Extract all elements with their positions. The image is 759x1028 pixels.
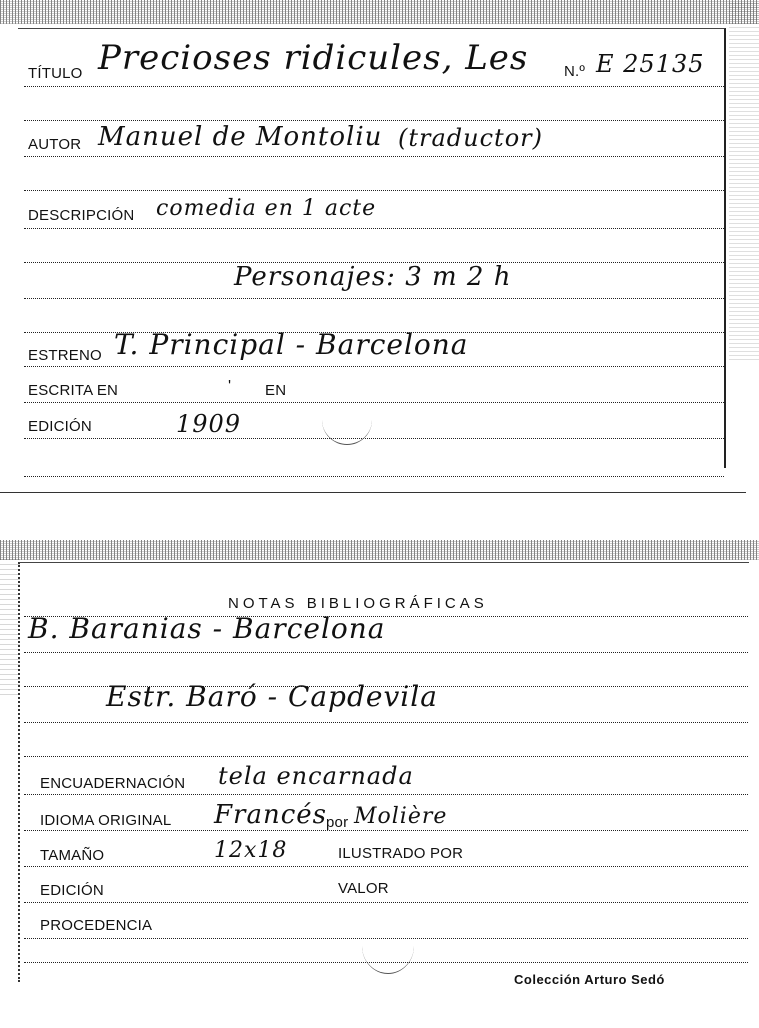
por-label: por [326, 814, 349, 831]
edicion-label-bottom: EDICIÓN [40, 882, 104, 899]
edicion-label: EDICIÓN [28, 418, 92, 435]
card-divider [0, 492, 746, 493]
comma-mark: ' [228, 378, 232, 395]
ruled-line [24, 86, 724, 87]
personajes-value: Personajes: 3 m 2 h [234, 262, 512, 292]
ruled-line [24, 438, 724, 439]
notas-heading: NOTAS BIBLIOGRÁFICAS [228, 595, 488, 612]
ruled-line [24, 722, 748, 723]
procedencia-label: PROCEDENCIA [40, 917, 153, 934]
ruled-line [24, 156, 724, 157]
collection-footer: Colección Arturo Sedó [514, 972, 665, 987]
scan-noise [729, 0, 759, 360]
ruled-line [24, 866, 748, 867]
tamano-label: TAMAÑO [40, 847, 105, 864]
ruled-line [24, 794, 748, 795]
ilustrado-por-label: ILUSTRADO POR [338, 845, 464, 862]
descripcion-value: comedia en 1 acte [156, 196, 377, 221]
scan-noise [0, 0, 759, 24]
escrita-en-label: ESCRITA EN [28, 382, 119, 399]
note-line: B. Baranias - Barcelona [28, 612, 386, 645]
autor-label: AUTOR [28, 136, 82, 153]
scan-noise [0, 555, 20, 695]
autor-role-value: (traductor) [398, 124, 543, 152]
scan-noise [0, 540, 759, 560]
estreno-value: T. Principal - Barcelona [114, 328, 469, 361]
paper-smudge [322, 395, 372, 445]
paper-smudge [362, 918, 414, 974]
autor-original-value: Molière [354, 804, 448, 829]
en-label: EN [265, 382, 287, 399]
encuadernacion-value: tela encarnada [218, 762, 414, 790]
idioma-original-label: IDIOMA ORIGINAL [40, 812, 172, 829]
ruled-line [24, 902, 748, 903]
autor-value: Manuel de Montoliu [98, 122, 383, 152]
ruled-line [24, 120, 724, 121]
ruled-line [24, 190, 724, 191]
valor-label: VALOR [338, 880, 389, 897]
encuadernacion-label: ENCUADERNACIÓN [40, 775, 186, 792]
ruled-line [24, 366, 724, 367]
numero-label: N.º [564, 63, 586, 80]
ruled-line [24, 228, 724, 229]
numero-value: E 25135 [596, 50, 705, 78]
note-line: Estr. Baró - Capdevila [106, 680, 438, 713]
titulo-label: TÍTULO [28, 65, 83, 82]
top-catalog-card [0, 0, 759, 494]
estreno-label: ESTRENO [28, 347, 102, 364]
edicion-value: 1909 [176, 410, 242, 438]
descripcion-label: DESCRIPCIÓN [28, 207, 135, 224]
ruled-line [24, 402, 724, 403]
ruled-line [24, 652, 748, 653]
ruled-line [24, 476, 724, 477]
idioma-original-value: Francés [214, 800, 328, 830]
ruled-line [24, 298, 724, 299]
ruled-line [24, 830, 748, 831]
tamano-value: 12x18 [214, 838, 288, 863]
ruled-line [24, 756, 748, 757]
titulo-value: Precioses ridicules, Les [98, 38, 529, 78]
